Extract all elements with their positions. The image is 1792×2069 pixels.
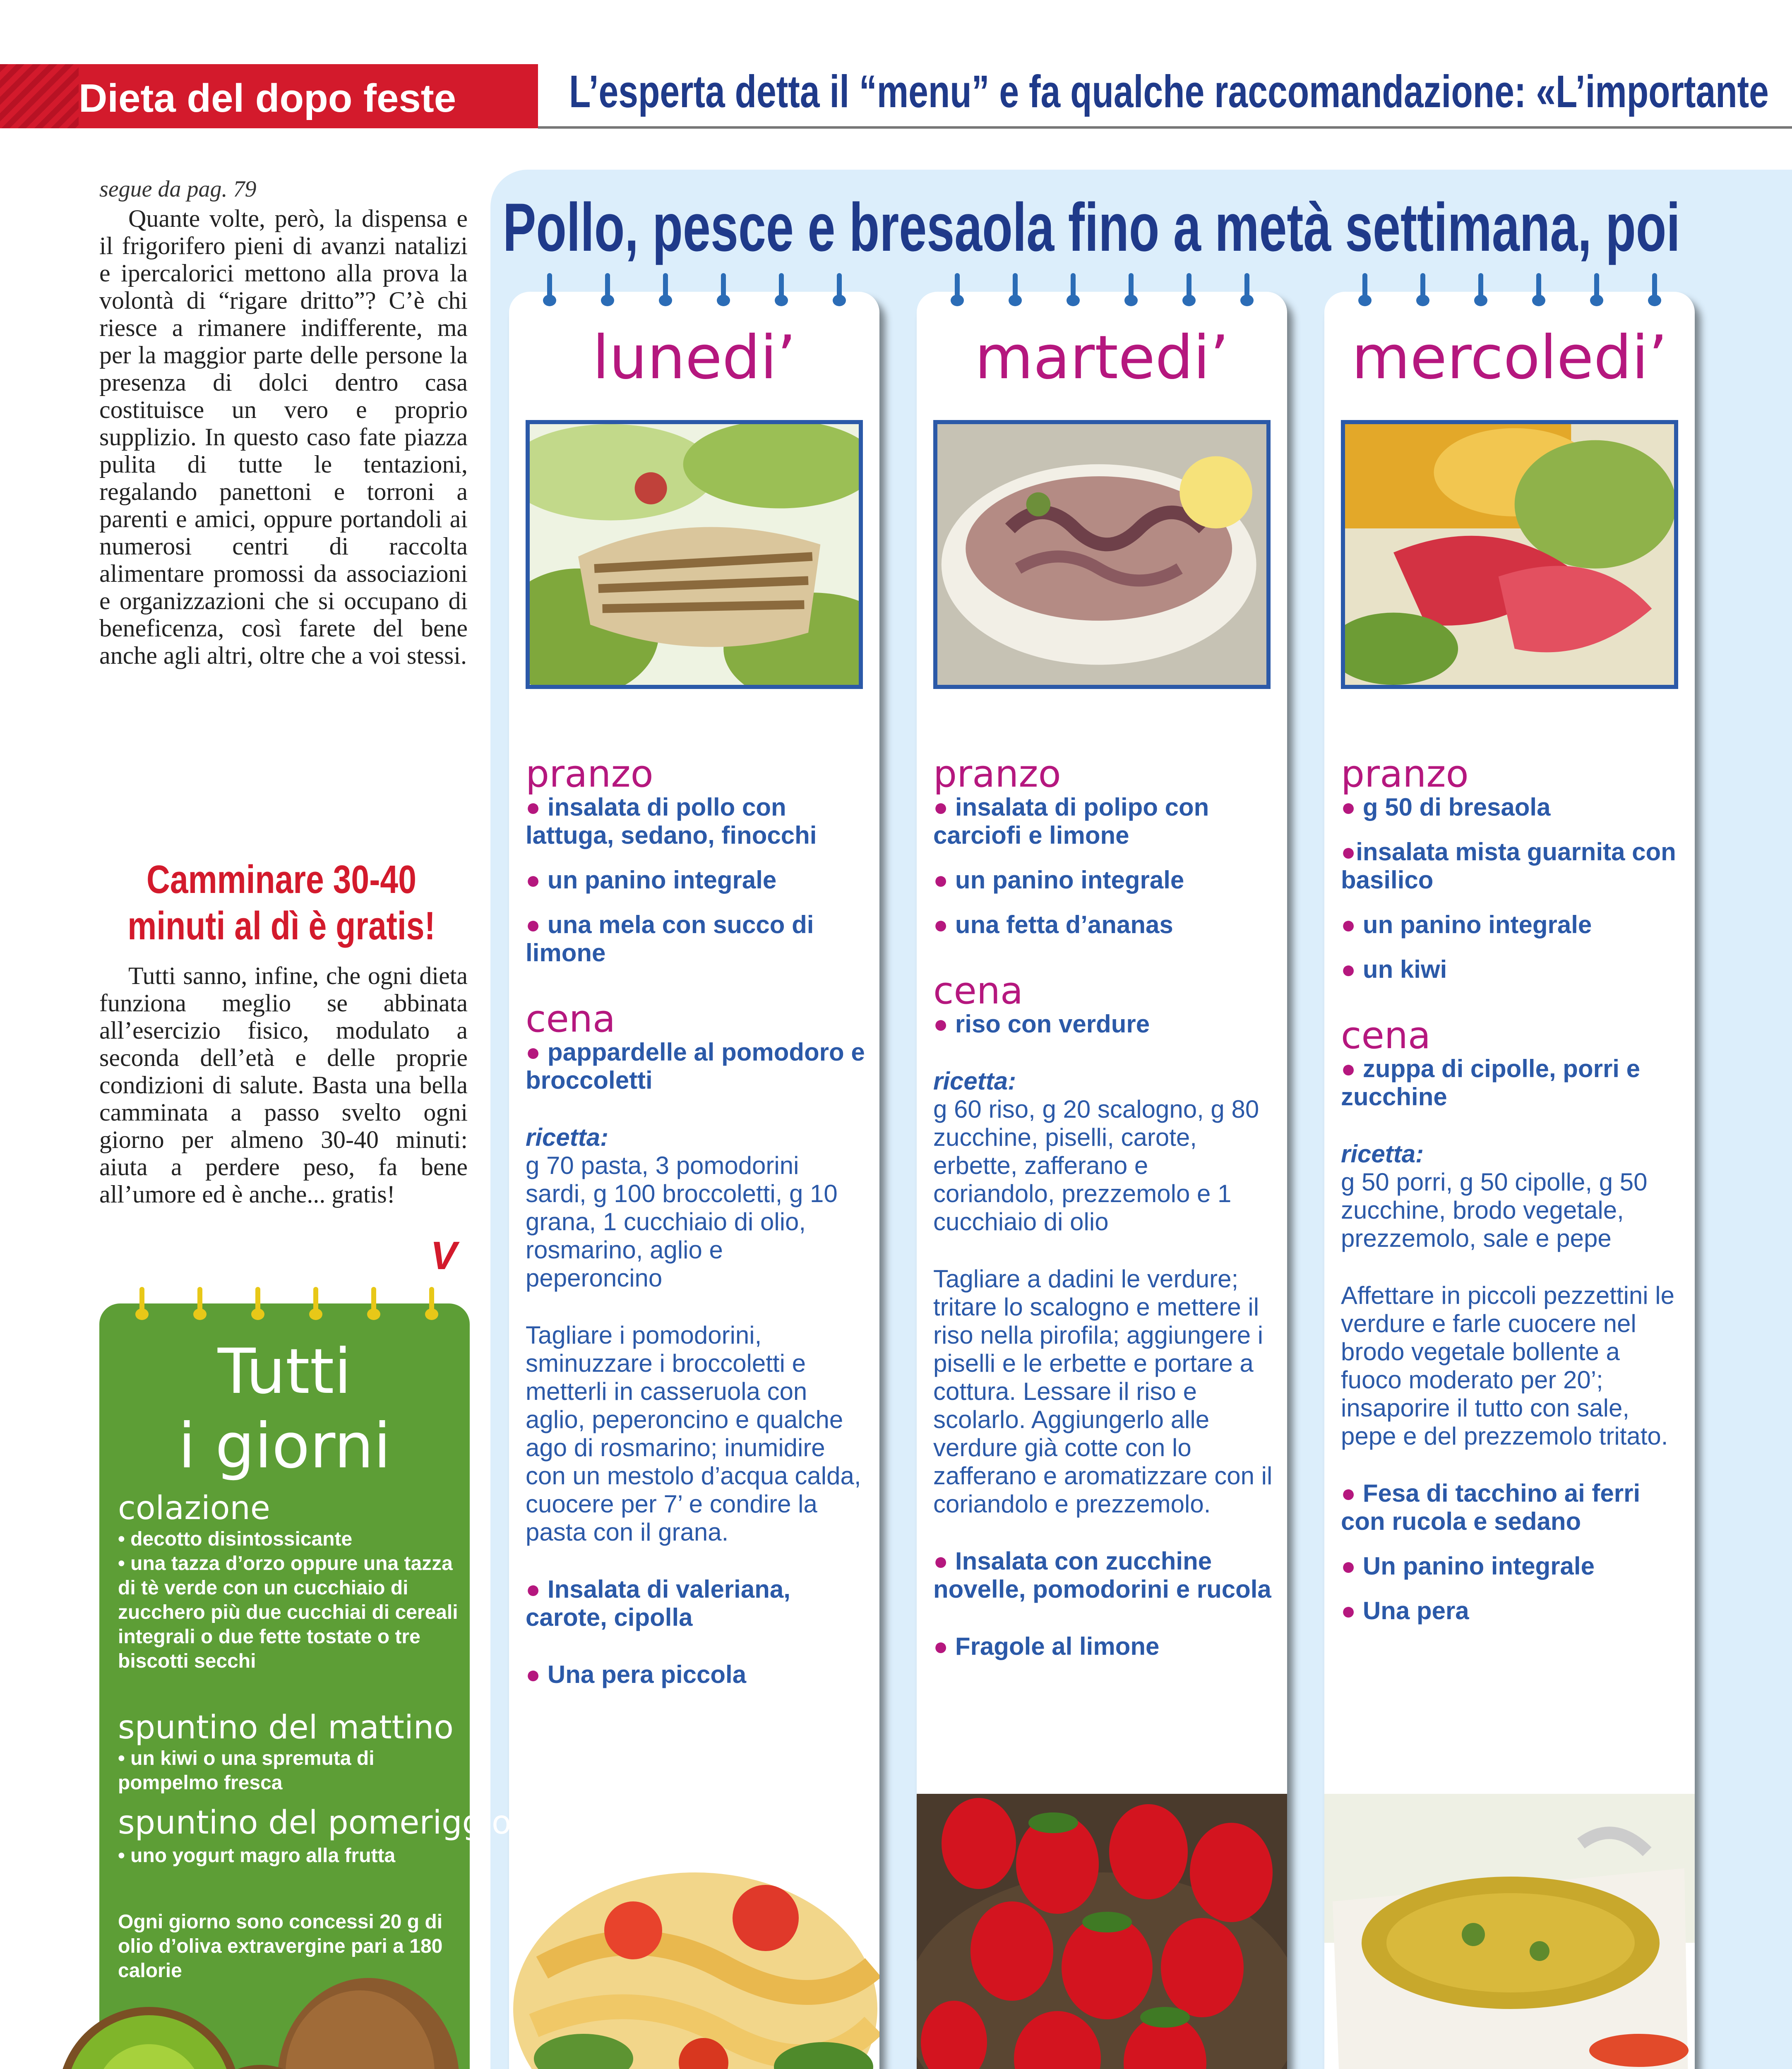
day-menu xyxy=(933,752,1273,1690)
menu-item-text: Una pera piccola xyxy=(547,1661,747,1688)
menu-item-text: insalata di pollo con lattuga, sedano, finocchi xyxy=(526,793,817,849)
day-card-mercoledi xyxy=(1324,292,1695,2069)
octopus-salad-photo xyxy=(933,420,1271,689)
menu-item-text: riso con verdure xyxy=(955,1010,1150,1038)
day-card-martedi xyxy=(917,292,1287,2069)
ricetta-steps: Tagliare a dadini le verdure; tritare lo scalogno e mettere il riso nella pirofila; aggiungere i piselli e le erbette e portare a cottura. Lessare il riso e scolarlo. Aggiungerlo alle verdure già cotte con lo zafferano e aromatizzare con il coriandolo e prezzemolo. xyxy=(933,1265,1273,1518)
kiwi-image xyxy=(54,1974,468,2069)
page-headline: L’esperta detta il “menu” e fa qualche raccomandazione: «L’importante xyxy=(569,66,1769,117)
cena-label: cena xyxy=(526,997,616,1041)
menu-item: ● un panino integrale xyxy=(526,866,777,894)
ricetta-ingredients: g 70 pasta, 3 pomodorini sardi, g 100 broccoletti, g 10 grana, 1 cucchiaio di olio, rosmarino, aglio e peperoncino xyxy=(526,1152,838,1292)
everyday-title xyxy=(99,1335,470,1483)
menu-item: ● insalata di pollo con lattuga, sedano, finocchi xyxy=(526,793,817,849)
pomeriggio-label: spuntino del pomeriggio xyxy=(118,1804,512,1841)
panel-title: Pollo, pesce e bresaola fino a metà settimana, poi xyxy=(503,189,1680,265)
day-name: martedi’ xyxy=(975,323,1229,393)
menu-item-text: insalata mista guarnita con basilico xyxy=(1341,838,1676,894)
day-name: lunedi’ xyxy=(592,323,796,393)
ricetta-steps: Tagliare i pomodorini, sminuzzare i broccoletti e metterli in casseruola con aglio, peperoncino e qualche ago di rosmarino; inumidire con un mestolo d’acqua calda, cuocere per 7’ e condire la pasta con il grana. xyxy=(526,1321,861,1546)
ricetta-steps: Affettare in piccoli pezzettini le verdure e farle cuocere nel brodo vegetale bollente a fuoco moderato per 20’; insaporire il tutto con sale, pepe e del prezzemolo tritato. xyxy=(1341,1282,1674,1450)
day-card-lunedi xyxy=(509,292,879,2069)
section-tag xyxy=(0,64,538,128)
menu-item-text: Fesa di tacchino ai ferri con rucola e sedano xyxy=(1341,1479,1641,1535)
menu-item-text: un panino integrale xyxy=(955,866,1184,894)
menu-item: ● un panino integrale xyxy=(933,866,1184,894)
ricetta-ingredients: g 50 porri, g 50 cipolle, g 50 zucchine, brodo vegetale, prezzemolo, sale e pepe xyxy=(1341,1168,1648,1252)
day-menu xyxy=(1341,752,1680,1654)
article-body-1: Quante volte, però, la dispensa e il frigorifero pieni di avanzi natalizi e ipercalorici mettono alla prova la volontà di “rigare dritto”? C’è chi riesce a rimanere indifferente, ma per la maggior parte delle persone la presenza di dolci dentro casa costituisce un vero e proprio supplizio. In questo caso fate piazza pulita di tutte le tentazioni, regalando panettoni e torroni a parenti e amici, oppure portandoli ai numerosi centri di raccolta alimentare promossi da associazioni e organizzazioni che si occupano di beneficenza, così farete del bene anche agli altri, oltre che a voi stessi. xyxy=(99,205,468,669)
menu-item-text: Una pera xyxy=(1362,1597,1469,1625)
section-tag-label: Dieta del dopo feste xyxy=(79,76,456,120)
menu-item: ● una mela con succo di limone xyxy=(526,911,814,967)
everyday-title-line-1: Tutti xyxy=(217,1336,352,1408)
soup-photo xyxy=(1324,1794,1695,2069)
article-subhead xyxy=(74,857,488,949)
menu-item: ● un panino integrale xyxy=(1341,911,1592,938)
header-rule xyxy=(538,126,1792,129)
binder-rings xyxy=(114,1287,461,1332)
pranzo-label: pranzo xyxy=(933,752,1061,796)
binder-rings xyxy=(521,273,869,319)
menu-item: ● una fetta d’ananas xyxy=(933,911,1173,938)
menu-item: ● g 50 di bresaola xyxy=(1341,793,1551,821)
menu-item-text: un panino integrale xyxy=(547,866,777,894)
menu-item-text: Fragole al limone xyxy=(955,1632,1160,1660)
pasta-photo xyxy=(509,1794,879,2069)
ricetta-label: ricetta: xyxy=(933,1067,1016,1095)
ricetta-label: ricetta: xyxy=(526,1123,609,1151)
mattino-label: spuntino del mattino xyxy=(118,1709,454,1746)
menu-item: ● Un panino integrale xyxy=(1341,1552,1595,1580)
pranzo-label: pranzo xyxy=(1341,752,1469,796)
tag-stripe-decoration xyxy=(0,64,79,128)
cena-label: cena xyxy=(933,969,1023,1013)
binder-rings xyxy=(1337,273,1684,319)
article-body-2: Tutti sanno, infine, che ogni dieta funziona meglio se abbinata all’esercizio fisico, modulato a seconda dell’età e delle proprie condizioni di salute. Basta una bella camminata a passo svelto ogni giorno per almeno 30-40 minuti: aiuta a perdere peso, fa bene all’umore ed è anche... gratis! xyxy=(99,962,468,1208)
subhead-line-2: minuti al dì è gratis! xyxy=(127,904,435,948)
menu-item-text: Un panino integrale xyxy=(1362,1552,1595,1580)
subhead-line-1: Camminare 30-40 xyxy=(147,857,416,902)
menu-item: ● Fesa di tacchino ai ferri con rucola e sedano xyxy=(1341,1479,1641,1535)
continued-note: segue da pag. 79 xyxy=(99,176,257,202)
menu-item: ● pappardelle al pomodoro e broccoletti xyxy=(526,1038,865,1094)
menu-item: ● Insalata con zucchine novelle, pomodorini e rucola xyxy=(933,1547,1271,1603)
colazione-label: colazione xyxy=(118,1490,270,1527)
menu-item-text: pappardelle al pomodoro e broccoletti xyxy=(526,1038,865,1094)
strawberries-photo xyxy=(917,1794,1287,2069)
menu-item: ● Una pera piccola xyxy=(526,1661,747,1688)
menu-item-text: Insalata con zucchine novelle, pomodorini e rucola xyxy=(933,1547,1271,1603)
menu-item-text: un panino integrale xyxy=(1362,911,1592,938)
menu-item: ● zuppa di cipolle, porri e zucchine xyxy=(1341,1055,1640,1111)
mattino-text: • un kiwi o una spremuta di pompelmo fresca xyxy=(118,1747,375,1794)
cena-label: cena xyxy=(1341,1014,1431,1057)
menu-item: ● Una pera xyxy=(1341,1597,1469,1625)
menu-item-text: zuppa di cipolle, porri e zucchine xyxy=(1341,1055,1640,1111)
olio-note: Ogni giorno sono concessi 20 g di olio d’oliva extravergine pari a 180 calorie xyxy=(118,1911,443,1982)
menu-item: ● un kiwi xyxy=(1341,955,1447,983)
menu-item: ●insalata mista guarnita con basilico xyxy=(1341,838,1676,894)
menu-item: ● Insalata di valeriana, carote, cipolla xyxy=(526,1575,790,1631)
menu-item-text: g 50 di bresaola xyxy=(1362,793,1551,821)
menu-item-text: Insalata di valeriana, carote, cipolla xyxy=(526,1575,790,1631)
menu-item: ● insalata di polipo con carciofi e limone xyxy=(933,793,1209,849)
pomeriggio-text: • uno yogurt magro alla frutta xyxy=(118,1845,396,1867)
menu-item-text: insalata di polipo con carciofi e limone xyxy=(933,793,1209,849)
day-menu xyxy=(526,752,865,1718)
everyday-title-line-2: i giorni xyxy=(178,1410,391,1482)
ricetta-ingredients: g 60 riso, g 20 scalogno, g 80 zucchine, piselli, carote, erbette, zafferano e coriandolo, prezzemolo e 1 cucchiaio di olio xyxy=(933,1095,1259,1236)
bresaola-salad-photo xyxy=(1341,420,1678,689)
menu-item-text: una fetta d’ananas xyxy=(955,911,1173,938)
pranzo-label: pranzo xyxy=(526,752,653,796)
menu-item-text: un kiwi xyxy=(1362,955,1447,983)
menu-item: ● Fragole al limone xyxy=(933,1632,1160,1660)
end-mark: V xyxy=(430,1234,457,1278)
ricetta-label: ricetta: xyxy=(1341,1140,1424,1168)
binder-rings xyxy=(929,273,1277,319)
colazione-text: • decotto disintossicante • una tazza d’orzo oppure una tazza di tè verde con un cucchiaio di zucchero più due cucchiai di cereali integrali o due fette tostate o tre biscotti secchi xyxy=(118,1528,458,1672)
menu-item-text: una mela con succo di limone xyxy=(526,911,814,967)
chicken-salad-photo xyxy=(526,420,863,689)
menu-item: ● riso con verdure xyxy=(933,1010,1150,1038)
day-name: mercoledi’ xyxy=(1351,323,1668,393)
